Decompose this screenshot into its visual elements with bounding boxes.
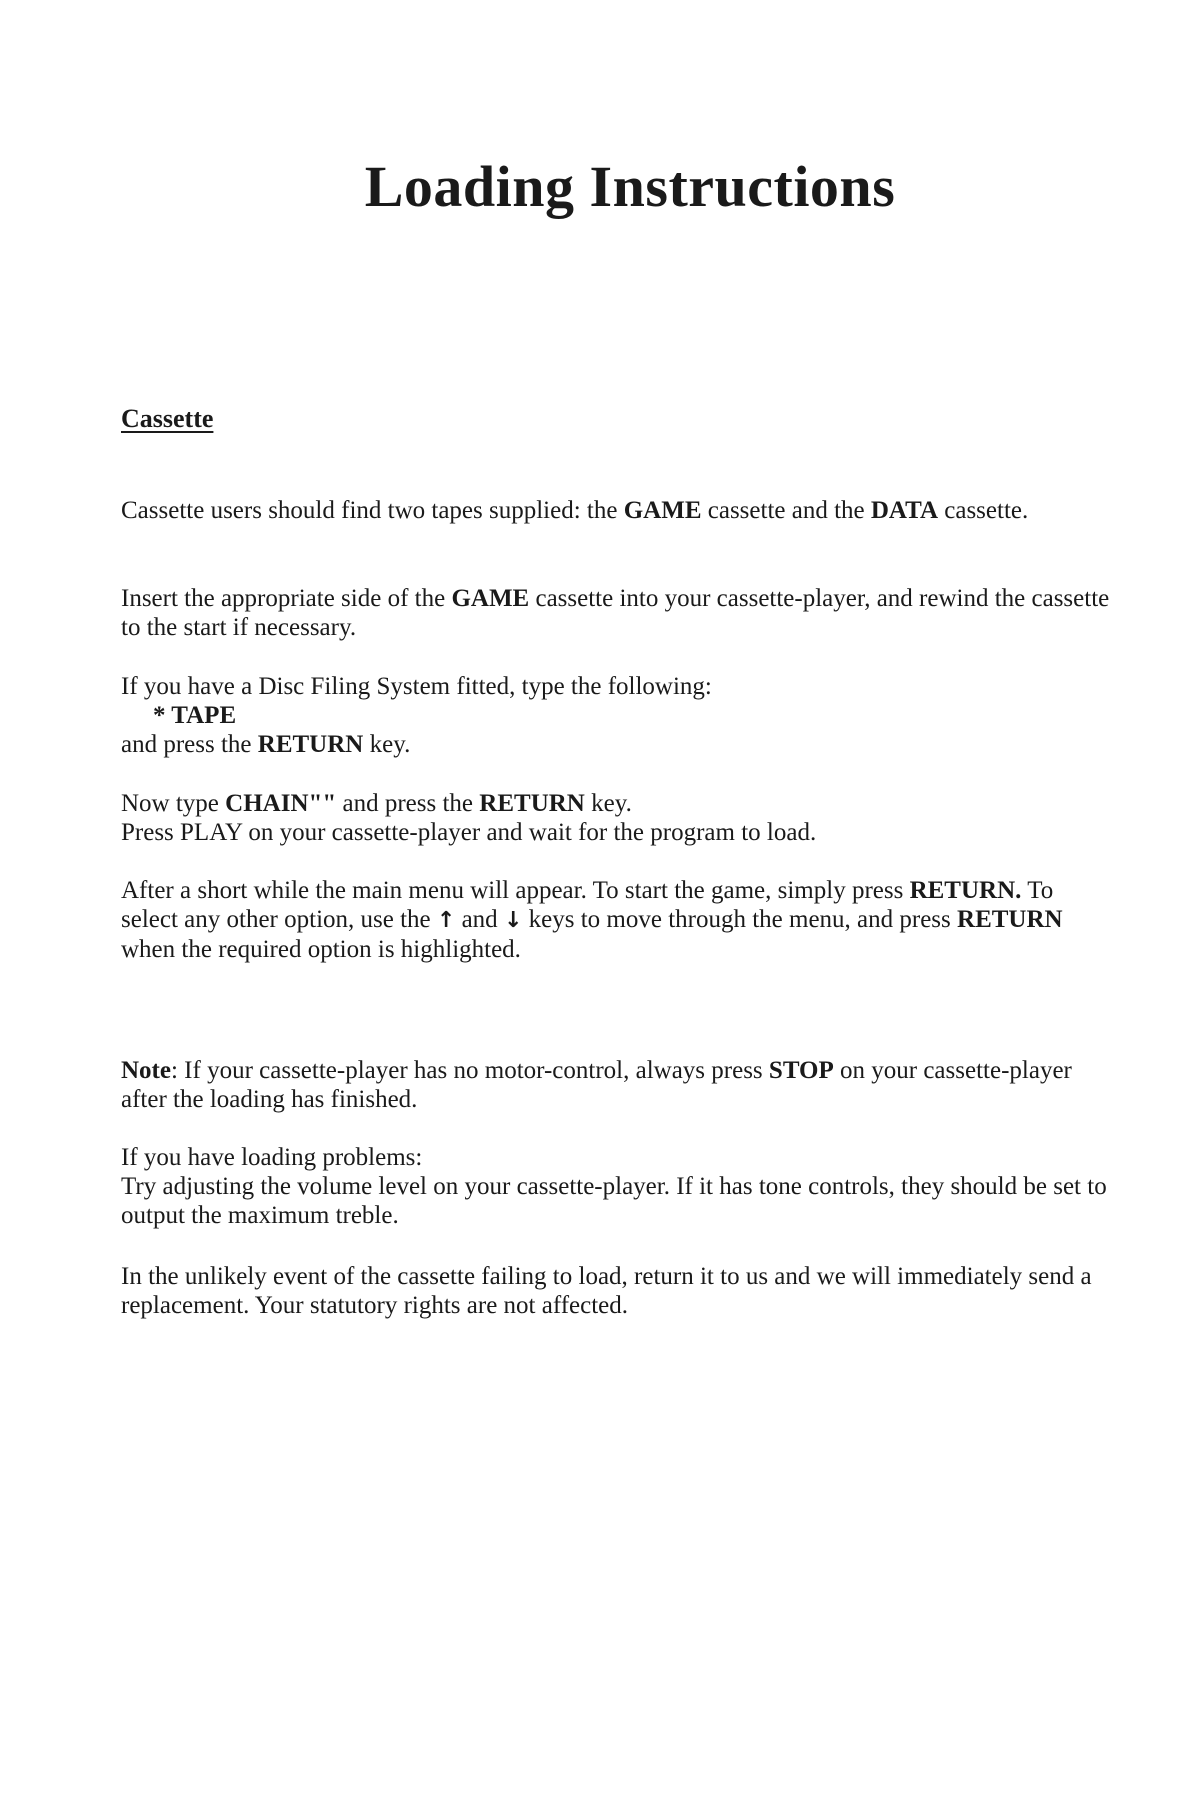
paragraph-main-menu: After a short while the main menu will appear. To start the game, simply press RETURN. To select any other option, use the ↑ and ↓ keys to move through the menu, and press RETURN when the required option is highlighted. [121,877,1063,963]
paragraph-disc-filing-system: If you have a Disc Filing System fitted, type the following: * TAPE and press the RETURN key. [121,672,1111,759]
paragraph-replacement: In the unlikely event of the cassette failing to load, return it to us and we will immediately send a replacement. Your statutory rights are not affected. [121,1263,1092,1319]
page-title: Loading Instructions [364,154,896,219]
tape-command: * TAPE [153,702,237,729]
paragraph-tapes-supplied: Cassette users should find two tapes supplied: the GAME cassette and the DATA cassette. [121,497,1029,524]
paragraph-chain-command: Now type CHAIN"" and press the RETURN key. Press PLAY on your cassette-player and wait for the program to load. [121,790,817,846]
section-heading-cassette: Cassette [121,404,214,433]
up-arrow-icon: ↑ [436,908,456,933]
paragraph-insert-cassette: Insert the appropriate side of the GAME cassette into your cassette-player, and rewind the cassette to the start if necessary. [121,585,1110,641]
down-arrow-icon: ↓ [503,908,523,933]
paragraph-loading-problems: If you have loading problems: Try adjusting the volume level on your cassette-player. If it has tone controls, they should be set to output the maximum treble. [121,1144,1107,1229]
paragraph-note-motor-control: Note: If your cassette-player has no motor-control, always press STOP on your cassette-player after the loading has finished. [121,1057,1072,1113]
